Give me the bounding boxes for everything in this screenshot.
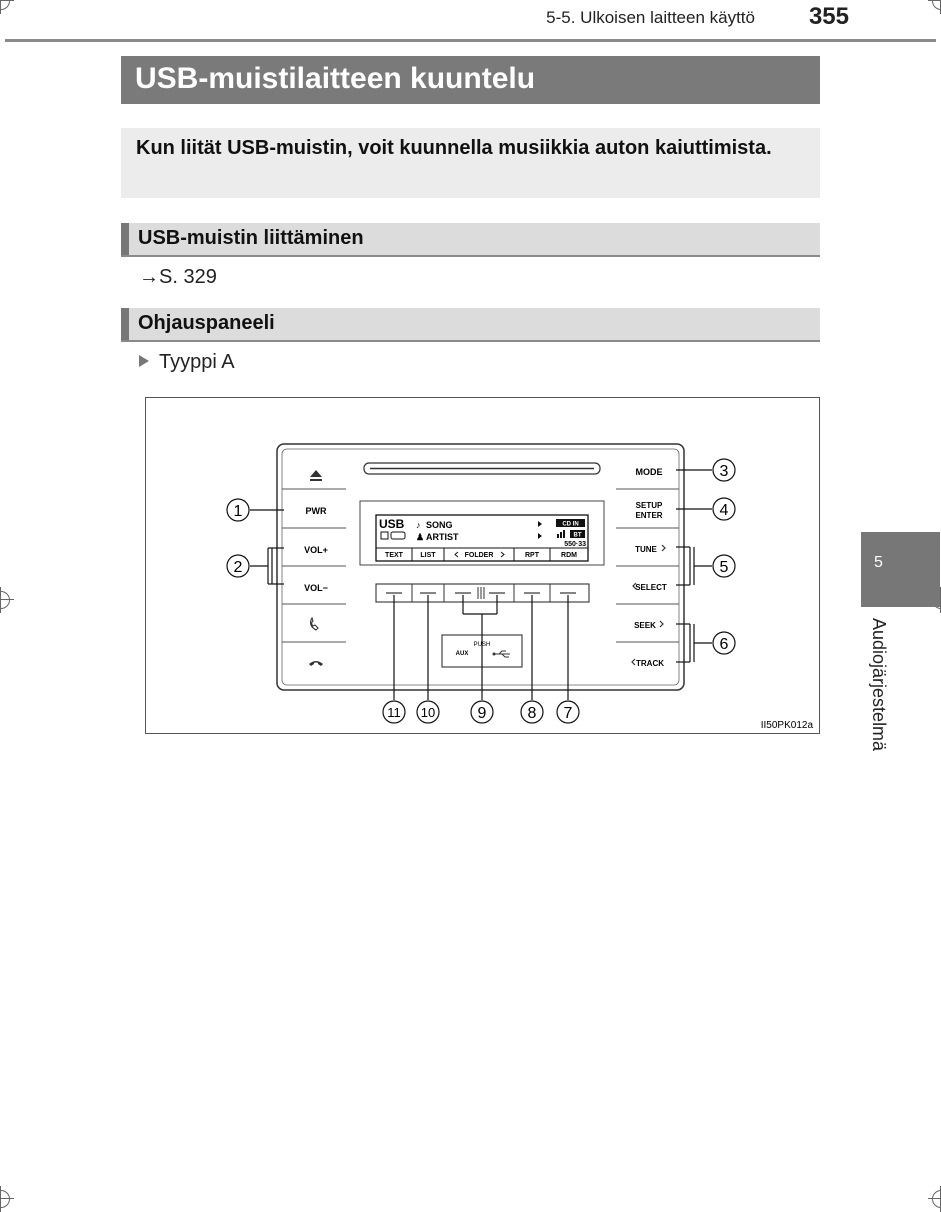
header-rule <box>5 39 936 42</box>
registration-mark <box>928 1186 941 1212</box>
callout-8: 8 <box>527 705 537 722</box>
enter-button: ENTER <box>635 511 663 520</box>
page-number: 355 <box>808 3 849 30</box>
section-marker <box>121 308 129 340</box>
registration-mark <box>928 0 941 14</box>
callout-4: 4 <box>719 502 729 519</box>
registration-mark <box>0 0 14 14</box>
callout-6: 6 <box>719 636 729 653</box>
display-song: SONG <box>426 520 453 530</box>
control-panel-illustration <box>146 398 821 735</box>
chapter-label: Audiojärjestelmä <box>869 618 889 752</box>
chapter-tab[interactable] <box>861 532 940 607</box>
display-source: USB <box>379 517 405 531</box>
control-panel-figure <box>145 397 820 734</box>
tune-button: TUNE <box>635 545 657 554</box>
softkey-strip <box>376 584 589 602</box>
callout-1: 1 <box>233 503 243 520</box>
callout-3: 3 <box>719 463 729 480</box>
port-push-label: PUSH <box>473 642 491 648</box>
softkey-folder: FOLDER <box>464 552 494 559</box>
display-artist: ARTIST <box>426 532 459 542</box>
track-button: TRACK <box>636 659 664 668</box>
callout-7: 7 <box>563 705 573 722</box>
note-icon: ♪ <box>416 520 421 530</box>
section-heading-text: Ohjauspaneeli <box>138 312 275 334</box>
page-reference[interactable]: →S. 329 <box>139 266 217 288</box>
vol-plus-button: VOL+ <box>304 545 328 555</box>
type-item <box>139 351 235 374</box>
section-heading-usb <box>121 223 820 257</box>
section-heading-text: USB-muistin liittäminen <box>138 227 364 249</box>
triangle-bullet-icon <box>139 355 149 367</box>
person-icon: ♟ <box>416 532 425 542</box>
softkey-rdm: RDM <box>561 552 577 559</box>
softkey-rpt: RPT <box>525 552 539 559</box>
bt-badge-text: BT <box>573 532 582 539</box>
callout-11: 11 <box>387 705 401 720</box>
registration-mark <box>0 1186 14 1212</box>
port-aux-label: AUX <box>455 651 469 657</box>
mode-button: MODE <box>635 467 663 477</box>
registration-mark <box>0 587 14 613</box>
softkey-list: LIST <box>420 552 436 559</box>
callout-9: 9 <box>477 705 487 722</box>
type-item-label: Tyyppi A <box>159 351 235 373</box>
callout-5: 5 <box>719 559 729 576</box>
vol-minus-button: VOL− <box>304 583 328 593</box>
chapter-number: 5 <box>874 554 883 571</box>
softkey-text: TEXT <box>385 552 403 559</box>
select-button: SELECT <box>635 583 667 592</box>
figure-code: II50PK012a <box>760 720 813 731</box>
seek-button: SEEK <box>634 621 656 630</box>
title-bar <box>121 56 820 104</box>
callout-2: 2 <box>233 559 243 576</box>
intro-box <box>121 128 820 198</box>
display-time: 550·33 <box>564 541 586 548</box>
cd-in-badge-text: CD IN <box>562 521 579 528</box>
intro-text: Kun liität USB-muistin, voit kuunnella musiikkia auton kaiuttimista. <box>136 137 772 159</box>
setup-button: SETUP <box>635 501 663 510</box>
callout-10: 10 <box>420 705 436 720</box>
section-heading-control-panel <box>121 308 820 342</box>
section-marker <box>121 223 129 255</box>
running-header: 5-5. Ulkoisen laitteen käyttö <box>546 8 755 27</box>
pwr-button: PWR <box>305 506 327 516</box>
page-title: USB-muistilaitteen kuuntelu <box>135 62 536 95</box>
